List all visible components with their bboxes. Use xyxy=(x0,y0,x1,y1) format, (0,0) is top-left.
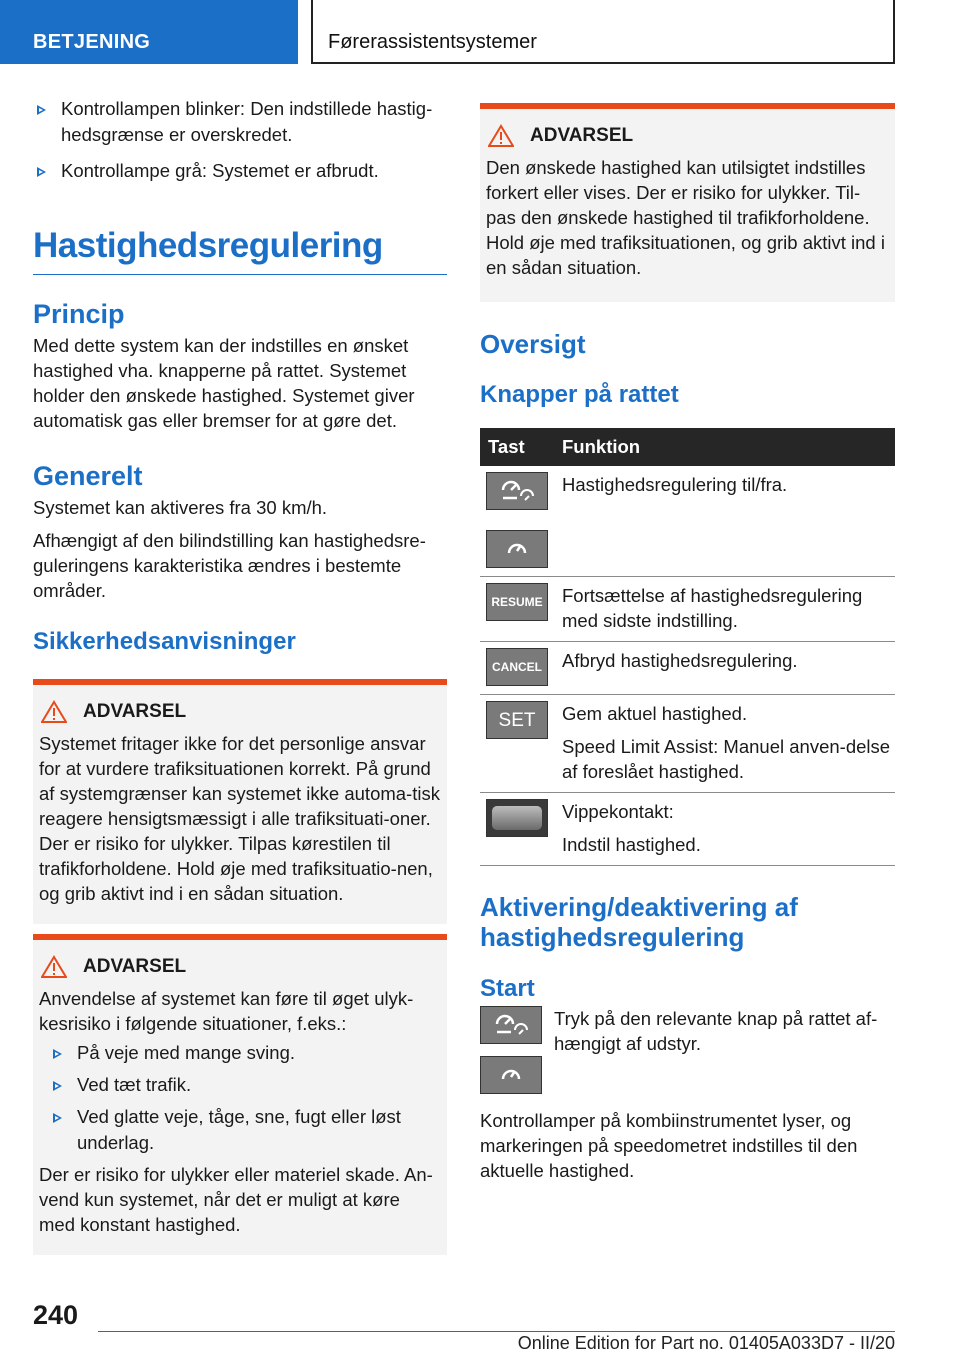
list-item: Kontrollampen blinker: Den indstillede hastig-hedsgrænse er overskredet. xyxy=(33,96,447,148)
function-text: Speed Limit Assist: Manuel anven-delse af foreslået hastighed. xyxy=(562,736,891,782)
principle-heading: Princip xyxy=(33,299,125,329)
footer-divider xyxy=(98,1331,895,1332)
page-number: 240 xyxy=(33,1300,79,1330)
principle-text: Med dette system kan der indstilles en ønsket hastighed vha. knapperne på rattet. Systemet holder den ønskede hastighed. Systemet giver automatisk gas eller bremser for at gøre det. xyxy=(33,335,415,431)
table-row xyxy=(480,577,895,642)
list-item: På veje med mange sving. xyxy=(49,1040,441,1066)
function-cell: Hastighedsregulering til/fra. xyxy=(562,466,895,577)
general-heading: Generelt xyxy=(33,461,143,491)
start-text: Tryk på den relevante knap på rattet af-hængigt af udstyr. xyxy=(554,1008,878,1054)
left-column xyxy=(33,96,447,1255)
function-text: Gem aktuel hastighed. xyxy=(562,703,748,724)
section-tab: BETJENING xyxy=(0,0,298,64)
edition-note: Online Edition for Part no. 01405A033D7 - II/20 xyxy=(517,1333,895,1353)
chapter-title: Førerassistentsystemer xyxy=(311,0,895,64)
table-row xyxy=(480,466,895,577)
warning-triangle-icon xyxy=(41,700,67,724)
warning-box xyxy=(33,679,447,924)
warning-label: ADVARSEL xyxy=(83,956,187,977)
situation-list xyxy=(39,1040,441,1156)
general-text: Systemet kan aktiveres fra 30 km/h. xyxy=(33,497,328,518)
function-cell: Afbryd hastighedsregulering. xyxy=(562,642,895,695)
function-cell: Fortsættelse af hastighedsregulering med sidste indstilling. xyxy=(562,577,895,642)
buttons-table xyxy=(480,428,895,866)
warning-text: Den ønskede hastighed kan utilsigtet indstilles forkert eller vises. Der er risiko for ulykker. Til-pas den ønskede hastighed til trafikforholdene. Hold øje med trafiksituationen, og grib aktivt ind i en sådan situation. xyxy=(486,157,885,278)
warning-triangle-icon xyxy=(488,124,514,148)
warning-box xyxy=(33,934,447,1255)
overview-heading: Oversigt xyxy=(480,329,586,359)
resume-button-icon: RESUME xyxy=(486,583,548,621)
final-text: Kontrollamper på kombiinstrumentet lyser, og markeringen på speedometret indstilles til den aktuelle hastighed. xyxy=(480,1110,858,1181)
warning-label: ADVARSEL xyxy=(83,701,187,722)
list-item: Kontrollampe grå: Systemet er afbrudt. xyxy=(33,158,447,184)
warning-box xyxy=(480,103,895,302)
set-button-icon: SET xyxy=(486,701,548,739)
function-text: Indstil hastighed. xyxy=(562,834,701,855)
function-text: Vippekontakt: xyxy=(562,801,674,822)
cruise-control-on-off-button-icon xyxy=(480,1006,542,1044)
warning-text: Der er risiko for ulykker eller materiel skade. An-vend kun systemet, når det er muligt at køre med konstant hastighed. xyxy=(39,1164,433,1235)
list-item: Ved tæt trafik. xyxy=(49,1072,441,1098)
table-row xyxy=(480,695,895,793)
cruise-control-speed-button-icon xyxy=(480,1056,542,1094)
list-item: Ved glatte veje, tåge, sne, fugt eller løst underlag. xyxy=(49,1104,441,1156)
warning-text: Systemet fritager ikke for det personlige ansvar for at vurdere trafiksituationen korrekt. På grund af systemgrænser kan systemet ikke automa-tisk reagere hensigtsmæssigt i alle trafiksituati-oner. Der er risiko for ulykker. Tilpas kørestilen til trafikforholdene. Hold øje med trafiksituatio-nen, og grib aktivt ind i en sådan situation. xyxy=(39,733,440,904)
start-block xyxy=(480,1006,895,1094)
table-row xyxy=(480,642,895,695)
general-text: Afhængigt af den bilindstilling kan hastighedsre-guleringens karakteristika ændres i bestemte områder. xyxy=(33,530,426,601)
cruise-control-on-off-button-icon xyxy=(486,472,548,510)
warning-text: Anvendelse af systemet kan føre til øget ulyk-kesrisiko i følgende situationer, f.eks.: xyxy=(39,988,414,1034)
right-column xyxy=(480,103,895,1191)
cruise-control-speed-button-icon xyxy=(486,530,548,568)
start-heading: Start xyxy=(480,975,535,1002)
warning-triangle-icon xyxy=(41,955,67,979)
indicator-list xyxy=(33,96,447,184)
column-header-key: Tast xyxy=(480,428,562,466)
page-header xyxy=(0,0,960,66)
cancel-button-icon: CANCEL xyxy=(486,648,548,686)
safety-heading: Sikkerhedsanvisninger xyxy=(33,628,296,655)
buttons-heading: Knapper på rattet xyxy=(480,381,679,408)
table-row xyxy=(480,793,895,866)
rocker-switch-icon xyxy=(486,799,548,837)
activation-heading: Aktivering/deaktivering af hastighedsregulering xyxy=(480,892,798,952)
page-title: Hastighedsregulering xyxy=(33,224,447,275)
column-header-function: Funktion xyxy=(562,428,895,466)
warning-label: ADVARSEL xyxy=(530,125,634,146)
